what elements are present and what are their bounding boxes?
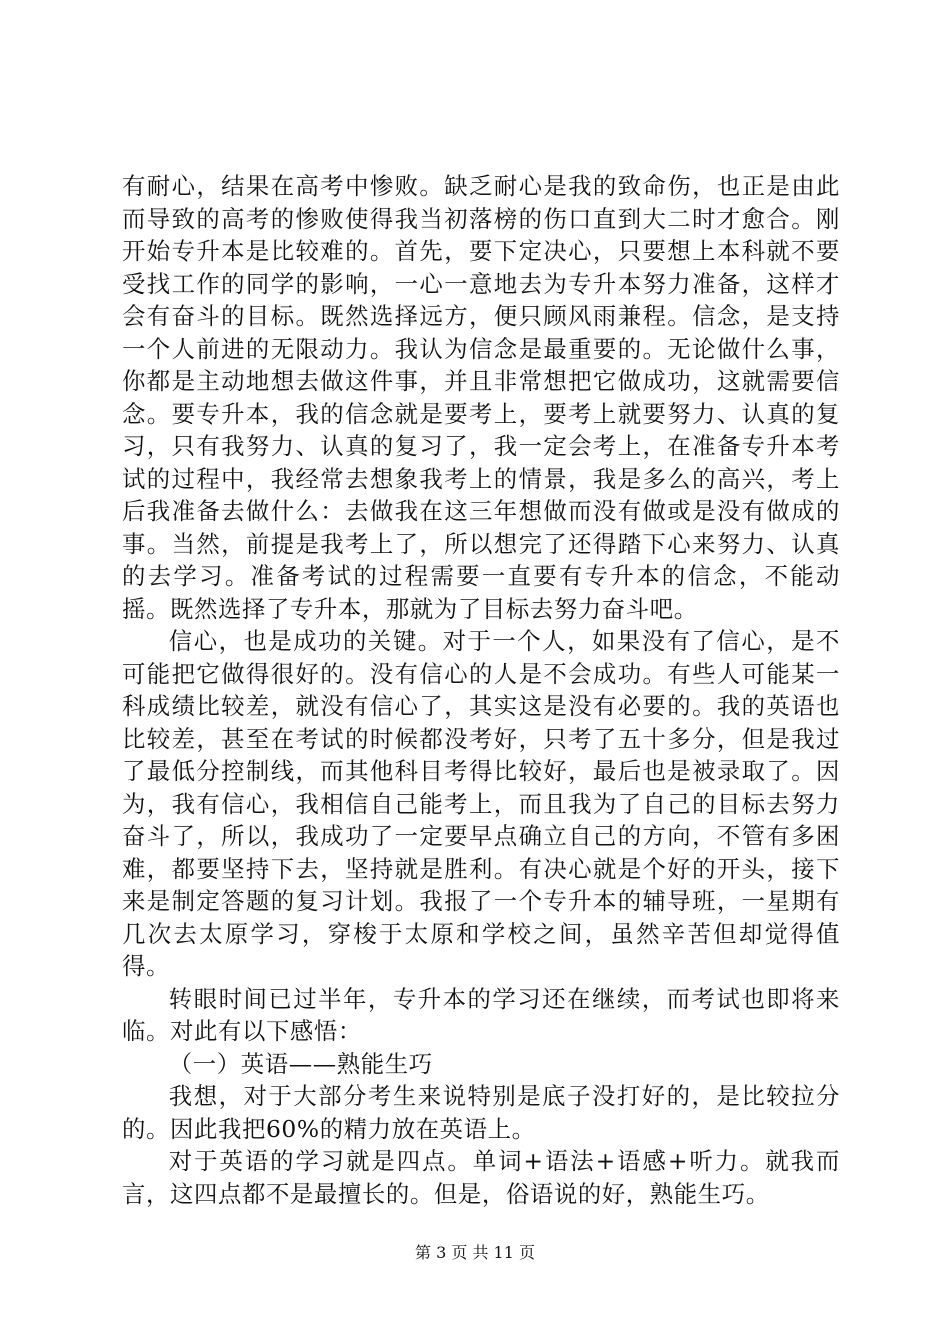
- document-body: [122, 170, 840, 1210]
- paragraph-2: 信心，也是成功的关键。对于一个人，如果没有了信心，是不可能把它做得很好的。没有信心的人是不会成功。有些人可能某一科成绩比较差，就没有信心了，其实这是没有必要的。我的英语也比较差，甚至在考试的时候都没考好，只考了五十多分，但是我过了最低分控制线，而其他科目考得比较好，最后也是被录取了。因为，我有信心，我相信自己能考上，而且我为了自己的目标去努力奋斗了，所以，我成功了一定要早点确立自己的方向，不管有多困难，都要坚持下去，坚持就是胜利。有决心就是个好的开头，接下来是制定答题的复习计划。我报了一个专升本的辅导班，一星期有几次去太原学习，穿梭于太原和学校之间，虽然辛苦但却觉得值得。: [122, 627, 840, 980]
- page-footer: 第 3 页 共 11 页: [415, 1243, 535, 1262]
- paragraph-1: 有耐心，结果在高考中惨败。缺乏耐心是我的致命伤，也正是由此而导致的高考的惨败使得我当初落榜的伤口直到大二时才愈合。刚开始专升本是比较难的。首先，要下定决心，只要想上本科就不要受找工作的同学的影响，一心一意地去为专升本努力准备，这样才会有奋斗的目标。既然选择远方，便只顾风雨兼程。信念，是支持一个人前进的无限动力。我认为信念是最重要的。无论做什么事，你都是主动地想去做这件事，并且非常想把它做成功，这就需要信念。要专升本，我的信念就是要考上，要考上就要努力、认真的复习，只有我努力、认真的复习了，我一定会考上，在准备专升本考试的过程中，我经常去想象我考上的情景，我是多么的高兴，考上后我准备去做什么：去做我在这三年想做而没有做或是没有做成的事。当然，前提是我考上了，所以想完了还得踏下心来努力、认真的去学习。准备考试的过程需要一直要有专升本的信念，不能动摇。既然选择了专升本，那就为了目标去努力奋斗吧。: [122, 172, 840, 623]
- paragraph-4: 我想，对于大部分考生来说特别是底子没打好的，是比较拉分的。因此我把60%的精力放在英语上。: [122, 1082, 840, 1143]
- paragraph-3: 转眼时间已过半年，专升本的学习还在继续，而考试也即将来临。对此有以下感悟：: [122, 984, 840, 1045]
- section-heading-english: （一）英语——熟能生巧: [168, 1049, 433, 1078]
- paragraph-5: 对于英语的学习就是四点。单词+语法+语感+听力。就我而言，这四点都不是最擅长的。但是，俗语说的好，熟能生巧。: [122, 1147, 840, 1208]
